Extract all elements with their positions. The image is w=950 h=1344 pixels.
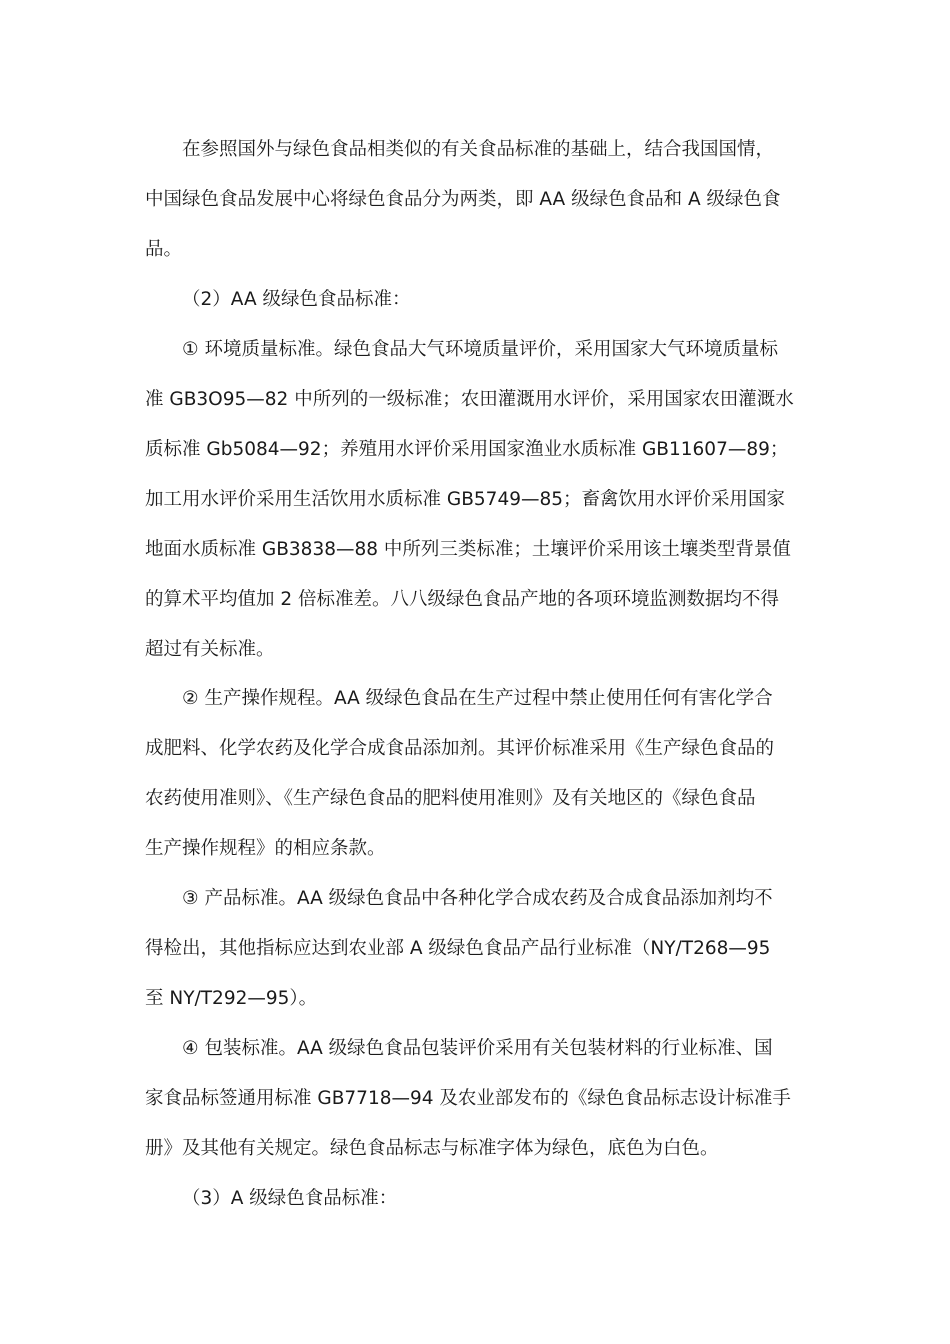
section-heading: （2）AA 级绿色食品标准： [182, 289, 411, 310]
text-line: ③ 产品标准。AA 级绿色食品中各种化学合成农药及合成食品添加剂均不 [182, 888, 773, 909]
text-line: 册》及其他有关规定。绿色食品标志与标准字体为绿色，底色为白色。 [145, 1138, 719, 1159]
text-line: 农药使用准则》、《生产绿色食品的肥料使用准则》及有关地区的《绿色食品 [145, 788, 756, 809]
text-line: 地面水质标准 GB3838—88 中所列三类标准；土壤评价采用该土壤类型背景值 [145, 539, 791, 560]
text-line: 的算术平均值加 2 倍标准差。八八级绿色食品产地的各项环境监测数据均不得 [145, 589, 780, 610]
text-line: ① 环境质量标准。绿色食品大气环境质量评价，采用国家大气环境质量标 [182, 339, 778, 360]
text-line: 生产操作规程》的相应条款。 [145, 838, 386, 859]
text-line: 在参照国外与绿色食品相类似的有关食品标准的基础上，结合我国国情， [182, 139, 775, 160]
text-line: 品。 [145, 239, 183, 260]
text-line: 中国绿色食品发展中心将绿色食品分为两类，即 AA 级绿色食品和 A 级绿色食 [145, 189, 781, 210]
text-line: 得检出，其他指标应达到农业部 A 级绿色食品产品行业标准（NY/T268—95 [145, 938, 771, 959]
text-line: 加工用水评价采用生活饮用水质标准 GB5749—85；畜禽饮用水评价采用国家 [145, 489, 786, 510]
text-line: 准 GB3O95—82 中所列的一级标准；农田灌溉用水评价，采用国家农田灌溉水 [145, 389, 794, 410]
section-heading: （3）A 级绿色食品标准： [182, 1188, 398, 1209]
text-line: 家食品标签通用标准 GB7718—94 及农业部发布的《绿色食品标志设计标准手 [145, 1088, 791, 1109]
text-line: 质标准 Gb5084—92；养殖用水评价采用国家渔业水质标准 GB11607—89； [145, 439, 789, 460]
text-line: 至 NY/T292—95）。 [145, 988, 318, 1009]
text-line: 超过有关标准。 [145, 639, 275, 660]
text-line: 成肥料、化学农药及化学合成食品添加剂。其评价标准采用《生产绿色食品的 [145, 738, 775, 759]
text-line: ④ 包装标准。AA 级绿色食品包装评价采用有关包装材料的行业标准、国 [182, 1038, 773, 1059]
text-line: ② 生产操作规程。AA 级绿色食品在生产过程中禁止使用任何有害化学合 [182, 688, 773, 709]
